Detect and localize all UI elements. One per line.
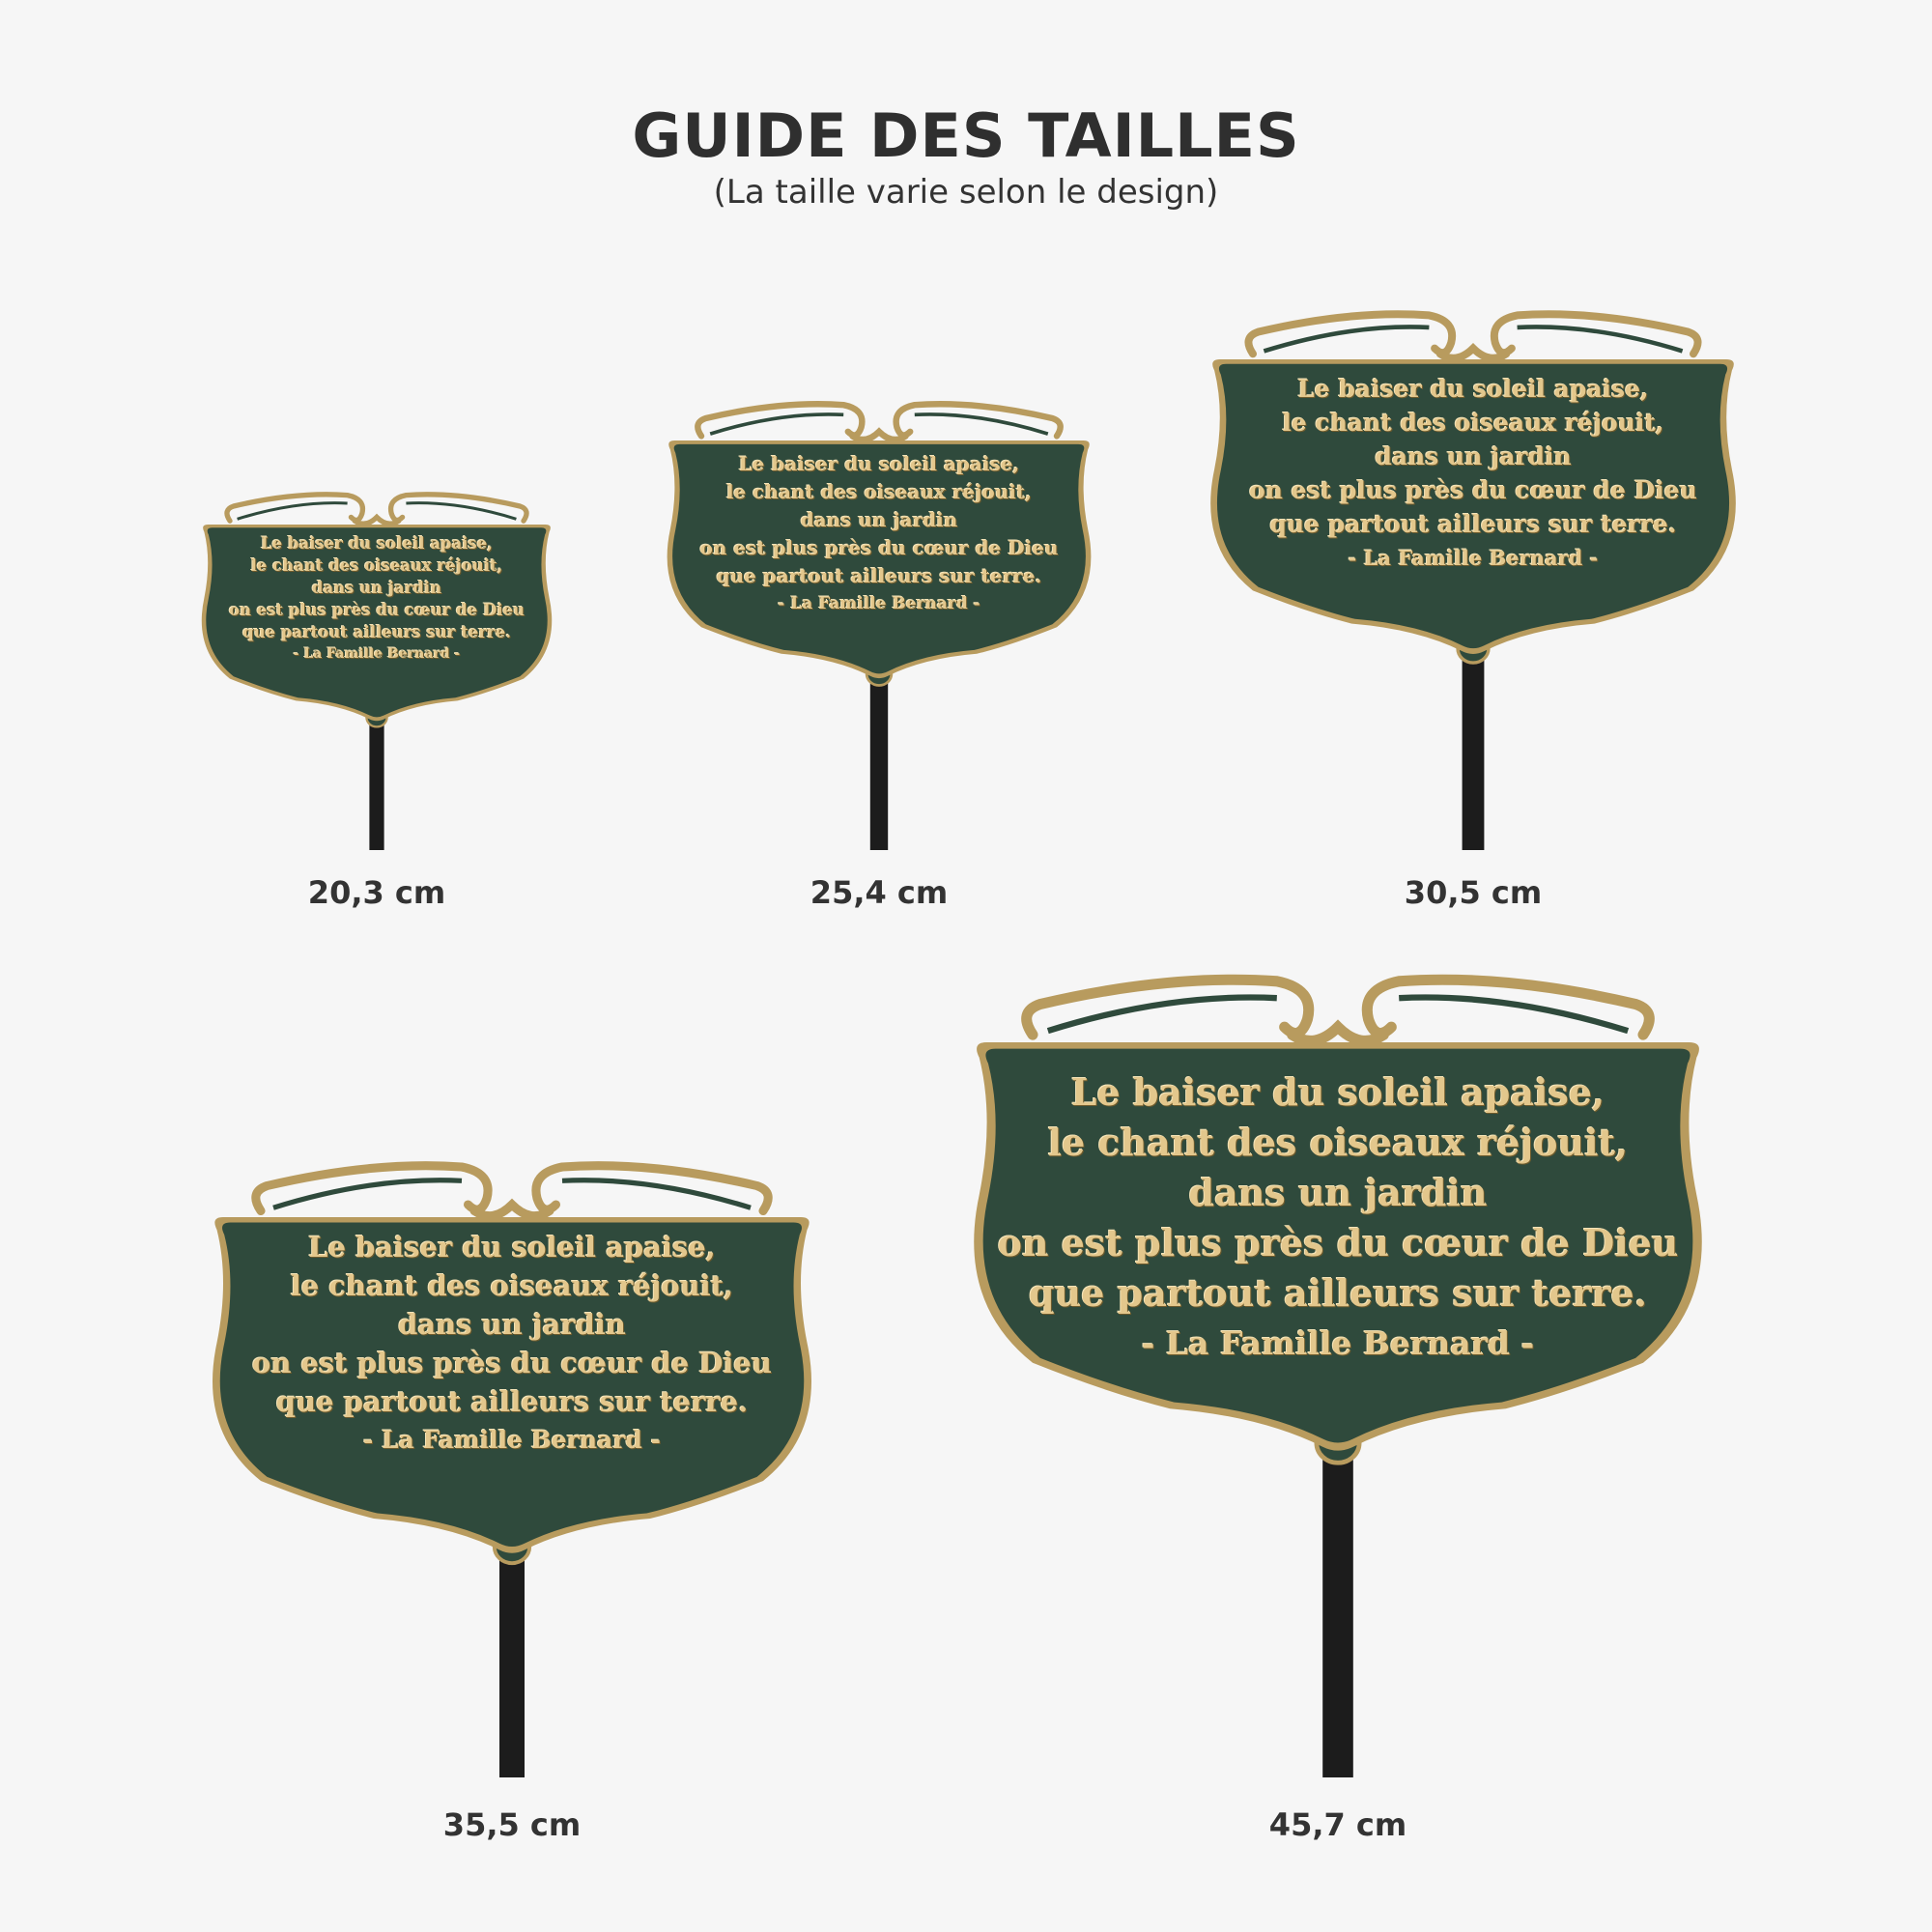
verse-line: que partout ailleurs sur terre. [1029, 1271, 1647, 1315]
verse-line: Le baiser du soleil apaise, [1297, 375, 1649, 403]
size-label-30cm: 30,5 cm [1404, 874, 1543, 911]
verse-line: le chant des oiseaux réjouit, [290, 1269, 734, 1302]
verse-line: le chant des oiseaux réjouit, [250, 556, 503, 575]
verse-line: Le baiser du soleil apaise, [261, 534, 493, 553]
verse-line: on est plus près du cœur de Dieu [228, 601, 526, 619]
sign-25cm [657, 396, 1101, 850]
sign-verse [956, 1067, 1719, 1369]
verse-line: - La Famille Bernard - [293, 646, 461, 662]
verse-line: dans un jardin [800, 508, 958, 531]
size-label-45cm: 45,7 cm [1268, 1806, 1407, 1843]
stake [369, 708, 384, 850]
sign-30cm [1198, 304, 1748, 850]
verse-line: le chant des oiseaux réjouit, [1282, 409, 1664, 437]
verse-line: que partout ailleurs sur terre. [716, 564, 1042, 587]
verse-line: Le baiser du soleil apaise, [308, 1231, 716, 1264]
page-title: GUIDE DES TAILLES [632, 100, 1300, 171]
verse-line: - La Famille Bernard - [1348, 546, 1599, 570]
sign-20cm [193, 488, 560, 850]
sign-verse [198, 1228, 826, 1460]
header [0, 100, 1932, 212]
verse-line: le chant des oiseaux réjouit, [1047, 1121, 1629, 1164]
verse-line: que partout ailleurs sur terre. [242, 623, 511, 641]
stake [1463, 635, 1485, 850]
sign-verse [193, 532, 560, 666]
verse-line: le chant des oiseaux réjouit, [725, 480, 1033, 503]
sign-45cm [956, 966, 1719, 1777]
verse-line: on est plus près du cœur de Dieu [1249, 476, 1697, 504]
verse-line: on est plus près du cœur de Dieu [997, 1221, 1679, 1264]
stake [1322, 1424, 1353, 1777]
verse-line: dans un jardin [1375, 442, 1572, 470]
stake [499, 1531, 525, 1777]
verse-line: Le baiser du soleil apaise, [1070, 1070, 1605, 1114]
page-subtitle: (La taille varie selon le design) [713, 173, 1219, 212]
size-label-35cm: 35,5 cm [442, 1806, 582, 1843]
verse-line: - La Famille Bernard - [362, 1426, 661, 1454]
stake [870, 663, 888, 850]
verse-line: dans un jardin [1188, 1171, 1488, 1214]
verse-line: dans un jardin [311, 579, 442, 597]
verse-line: que partout ailleurs sur terre. [1269, 510, 1677, 538]
sign-35cm [198, 1154, 826, 1777]
verse-line: on est plus près du cœur de Dieu [699, 536, 1059, 559]
size-label-20cm: 20,3 cm [307, 874, 446, 911]
verse-line: que partout ailleurs sur terre. [275, 1385, 749, 1418]
verse-line: dans un jardin [398, 1308, 626, 1341]
verse-line: Le baiser du soleil apaise, [738, 452, 1020, 475]
sign-verse [657, 450, 1101, 618]
verse-line: - La Famille Bernard - [778, 594, 980, 613]
verse-line: - La Famille Bernard - [1141, 1324, 1535, 1362]
size-label-25cm: 25,4 cm [810, 874, 949, 911]
verse-line: on est plus près du cœur de Dieu [252, 1347, 772, 1379]
sign-verse [1198, 372, 1748, 575]
